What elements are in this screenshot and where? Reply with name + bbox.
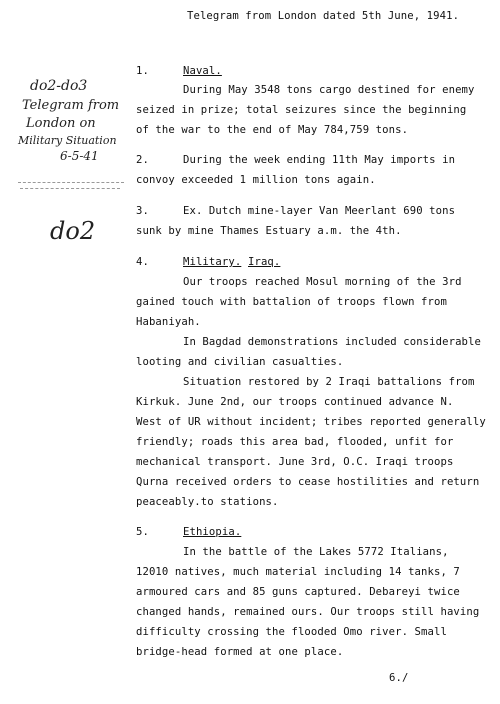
body-line: convoy exceeded 1 million tons again. [136,174,376,186]
section-number: 3. [136,205,149,217]
body-line: Kirkuk. June 2nd, our troops continued advance N. [136,396,454,408]
margin-note-line: London on [26,116,96,131]
section-heading: Ethiopia. [183,526,242,538]
margin-divider [18,182,124,183]
section-number: 2. [136,154,149,166]
body-line: Qurna received orders to cease hostilities and return [136,476,480,488]
margin-note-line: 6-5-41 [60,149,99,163]
body-line: During the week ending 11th May imports in [183,154,456,166]
body-line: During May 3548 tons cargo destined for enemy [183,84,475,96]
margin-divider [20,188,120,189]
body-line: difficulty crossing the flooded Omo river. Small [136,626,447,638]
section-heading: Military. [183,256,242,268]
body-line: West of UR without incident; tribes reported generally [136,416,486,428]
margin-note-line: Military Situation [18,134,117,147]
body-line: 12010 natives, much material including 14 tanks, 7 [136,566,460,578]
body-line: friendly; roads this area bad, flooded, unfit for [136,436,454,448]
body-line: Situation restored by 2 Iraqi battalions from [183,376,475,388]
body-line: sunk by mine Thames Estuary a.m. the 4th. [136,225,402,237]
section-number: 4. [136,256,149,268]
body-line: Our troops reached Mosul morning of the 3rd [183,276,462,288]
body-line: bridge-head formed at one place. [136,646,344,658]
section-number: 5. [136,526,149,538]
body-line: looting and civilian casualties. [136,356,344,368]
body-line: changed hands, remained ours. Our troops still having [136,606,480,618]
body-line: peaceably.to stations. [136,496,279,508]
body-line: armoured cars and 85 guns captured. Debareyi twice [136,586,460,598]
body-line: In Bagdad demonstrations included considerable [183,336,481,348]
body-line: In the battle of the Lakes 5772 Italians, [183,546,449,558]
telegram-header: Telegram from London dated 5th June, 1941. [187,10,460,22]
body-line: of the war to the end of May 784,759 tons. [136,124,409,136]
page-continuation: 6./ [389,672,409,684]
margin-note-line: Telegram from [22,98,120,113]
section-heading: Naval. [183,65,222,77]
section-subheading: Iraq. [248,256,281,268]
body-line: Ex. Dutch mine-layer Van Meerlant 690 tons [183,205,456,217]
body-line: mechanical transport. June 3rd, O.C. Iraqi troops [136,456,454,468]
page-mark: do2 [50,217,96,245]
margin-note-line: do2-do3 [30,78,88,94]
section-number: 1. [136,65,149,77]
body-line: seized in prize; total seizures since the beginning [136,104,467,116]
body-line: gained touch with battalion of troops flown from [136,296,447,308]
body-line: Habaniyah. [136,316,201,328]
